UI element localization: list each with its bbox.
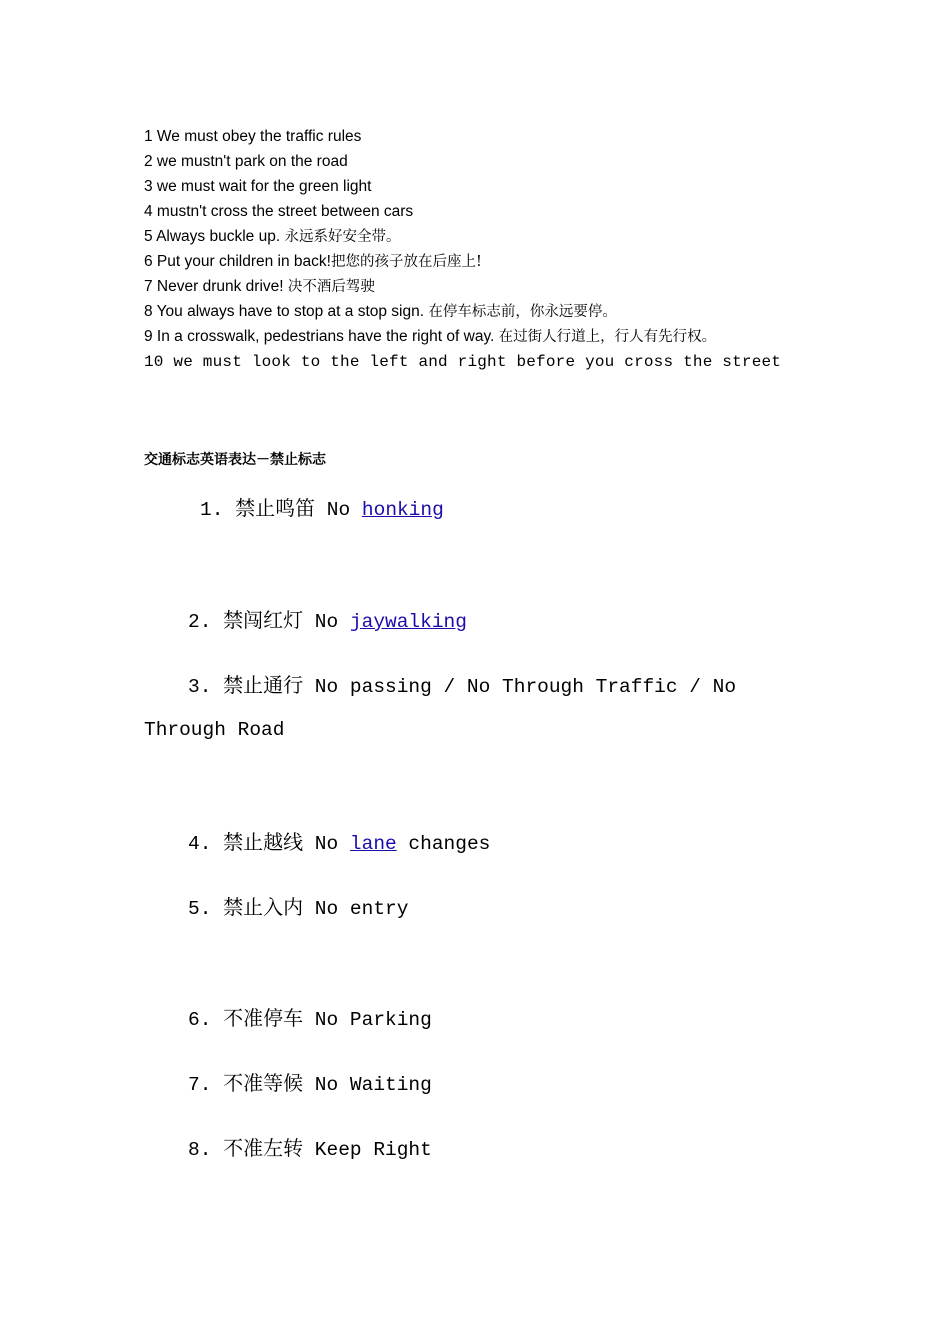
rule-line-6 bbox=[144, 252, 482, 272]
rule-line-5 bbox=[144, 227, 400, 247]
sign-english: No entry bbox=[303, 898, 409, 920]
sign-item-8 bbox=[188, 1135, 432, 1163]
rule-text: 2 we mustn't park on the road bbox=[144, 153, 348, 170]
rule-translation: 决不酒后驾驶 bbox=[287, 279, 375, 295]
sign-item-7 bbox=[188, 1070, 432, 1098]
sign-english: Keep Right bbox=[303, 1139, 432, 1161]
sign-chinese: 不准停车 bbox=[223, 1006, 304, 1030]
sign-chinese: 不准等候 bbox=[223, 1071, 304, 1095]
rule-translation: 永远系好安全带。 bbox=[284, 229, 401, 245]
sign-item-3-continuation: Through Road bbox=[144, 719, 285, 741]
rule-line-3 bbox=[144, 177, 371, 197]
sign-chinese: 禁止通行 bbox=[223, 673, 304, 697]
sign-number: 7. bbox=[188, 1074, 212, 1096]
rule-text: 5 Always buckle up. bbox=[144, 228, 285, 245]
sign-english-suffix: changes bbox=[396, 833, 491, 855]
rule-line-2 bbox=[144, 152, 348, 172]
rule-text: 10 we must look to the left and right before you cross the street bbox=[144, 353, 782, 371]
sign-english: No passing / No Through Traffic / No bbox=[303, 676, 737, 698]
sign-english: No Parking bbox=[303, 1009, 432, 1031]
rule-text: 7 Never drunk drive! bbox=[144, 278, 288, 295]
sign-number: 2. bbox=[188, 611, 212, 633]
sign-english: No Waiting bbox=[303, 1074, 432, 1096]
sign-number: 1. bbox=[200, 499, 224, 521]
sign-chinese: 不准左转 bbox=[223, 1136, 304, 1160]
sign-number: 6. bbox=[188, 1009, 212, 1031]
sign-link-lane[interactable]: lane bbox=[349, 833, 397, 855]
sign-chinese: 禁止入内 bbox=[223, 895, 304, 919]
sign-number: 4. bbox=[188, 833, 212, 855]
rule-translation: 把您的孩子放在后座上! bbox=[330, 254, 482, 270]
sign-chinese: 禁止鸣笛 bbox=[235, 496, 316, 520]
sign-number: 8. bbox=[188, 1139, 212, 1161]
rule-line-1 bbox=[144, 127, 361, 147]
rule-translation: 在过街人行道上，行人有先行权。 bbox=[498, 329, 717, 345]
rule-text: 9 In a crosswalk, pedestrians have the right of way. bbox=[144, 328, 499, 345]
sign-item-5 bbox=[188, 894, 408, 922]
rule-text: 4 mustn't cross the street between cars bbox=[144, 203, 414, 220]
rule-text: 3 we must wait for the green light bbox=[144, 178, 372, 195]
rule-text: 8 You always have to stop at a stop sign. bbox=[144, 303, 429, 320]
sign-english: No bbox=[303, 833, 350, 855]
sign-chinese: 禁止越线 bbox=[223, 830, 304, 854]
rule-line-4 bbox=[144, 202, 413, 222]
sign-link-honking[interactable]: honking bbox=[361, 499, 444, 521]
sign-english: No bbox=[303, 611, 350, 633]
section-title: 交通标志英语表达－禁止标志 bbox=[144, 452, 326, 468]
rule-translation: 在停车标志前，你永远要停。 bbox=[428, 304, 617, 320]
sign-link-jaywalking[interactable]: jaywalking bbox=[349, 611, 467, 633]
sign-chinese: 禁闯红灯 bbox=[223, 608, 304, 632]
sign-item-6 bbox=[188, 1005, 432, 1033]
rule-text: 6 Put your children in back! bbox=[144, 253, 331, 270]
rule-text: 1 We must obey the traffic rules bbox=[144, 128, 362, 145]
rule-line-7 bbox=[144, 277, 375, 297]
sign-number: 5. bbox=[188, 898, 212, 920]
sign-item-1 bbox=[200, 495, 444, 523]
sign-item-3 bbox=[188, 672, 736, 700]
rule-line-8 bbox=[144, 302, 617, 322]
sign-number: 3. bbox=[188, 676, 212, 698]
sign-english: No bbox=[315, 499, 362, 521]
sign-item-4 bbox=[188, 829, 490, 857]
sign-item-2 bbox=[188, 607, 467, 635]
rule-line-10 bbox=[144, 352, 781, 372]
rule-line-9 bbox=[144, 327, 716, 347]
